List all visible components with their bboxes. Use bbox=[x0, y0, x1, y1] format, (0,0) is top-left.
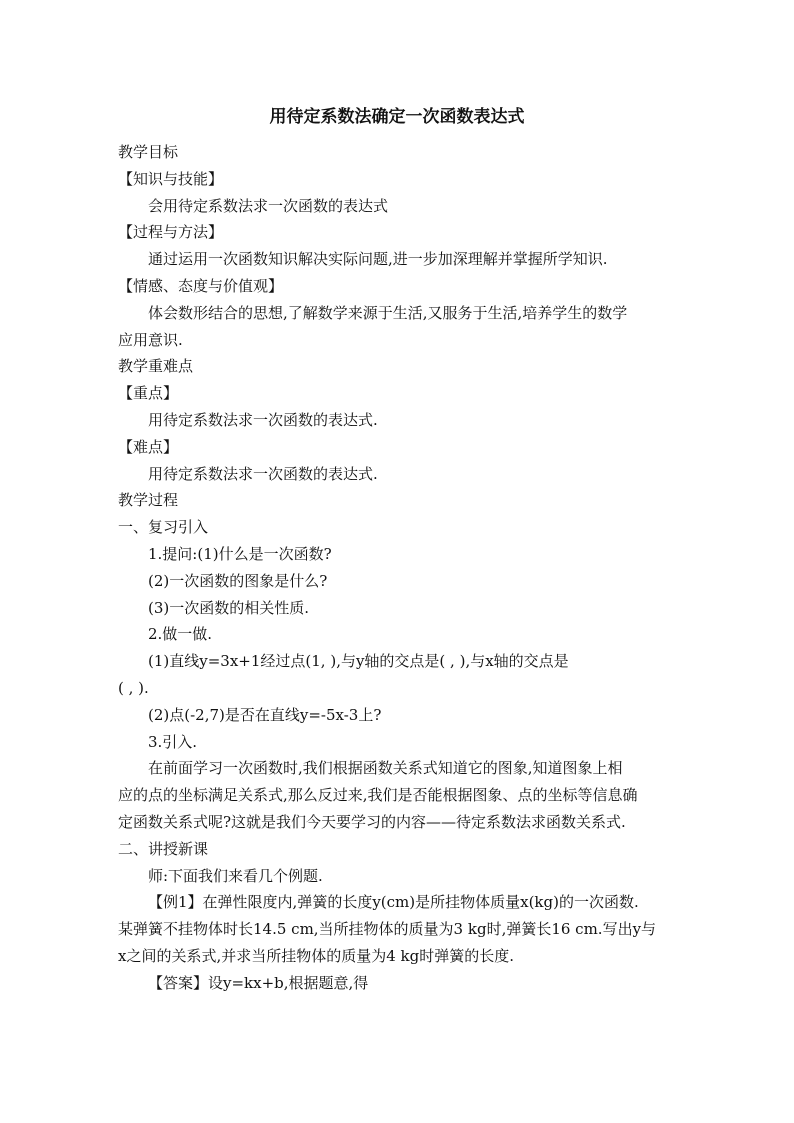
text-line: 2.做一做. bbox=[148, 625, 213, 644]
text-line: 【难点】 bbox=[118, 437, 179, 456]
text-line: (3)一次函数的相关性质. bbox=[148, 598, 310, 617]
text-line: (1)直线y=3x+1经过点(1, ),与y轴的交点是( , ),与x轴的交点是 bbox=[148, 652, 569, 671]
document-title: 用待定系数法确定一次函数表达式 bbox=[269, 107, 525, 127]
text-line: 1.提问:(1)什么是一次函数? bbox=[148, 544, 332, 563]
text-line: 【过程与方法】 bbox=[118, 223, 224, 242]
text-line: 【例1】在弹性限度内,弹簧的长度y(cm)是所挂物体质量x(kg)的一次函数. bbox=[148, 893, 639, 912]
text-line: 【重点】 bbox=[118, 384, 179, 403]
text-line: 教学目标 bbox=[118, 143, 179, 161]
text-line: 会用待定系数法求一次函数的表达式 bbox=[148, 196, 389, 215]
text-line: (2)一次函数的图象是什么? bbox=[148, 571, 328, 590]
text-line: 某弹簧不挂物体时长14.5 cm,当所挂物体的质量为3 kg时,弹簧长16 cm.写出y与 bbox=[118, 920, 657, 939]
text-line: 【答案】设y=kx+b,根据题意,得 bbox=[148, 973, 369, 992]
text-line: 在前面学习一次函数时,我们根据函数关系式知道它的图象,知道图象上相 bbox=[148, 759, 623, 778]
text-line: 教学重难点 bbox=[118, 357, 194, 376]
document-body bbox=[118, 139, 678, 997]
text-line: 体会数形结合的思想,了解数学来源于生活,又服务于生活,培养学生的数学 bbox=[148, 303, 628, 322]
text-line: 教学过程 bbox=[118, 491, 179, 510]
text-line: 二、讲授新课 bbox=[118, 839, 209, 858]
text-line: x之间的关系式,并求当所挂物体的质量为4 kg时弹簧的长度. bbox=[118, 946, 515, 965]
text-line: ( , ). bbox=[118, 678, 149, 697]
text-line: 应的点的坐标满足关系式,那么反过来,我们是否能根据图象、点的坐标等信息确 bbox=[118, 786, 638, 805]
text-line: 3.引入. bbox=[148, 732, 198, 751]
text-line: 师:下面我们来看几个例题. bbox=[148, 866, 323, 885]
text-line: 通过运用一次函数知识解决实际问题,进一步加深理解并掌握所学知识. bbox=[148, 250, 608, 269]
text-line: (2)点(-2,7)是否在直线y=-5x-3上? bbox=[148, 705, 382, 724]
text-line: 应用意识. bbox=[118, 330, 183, 349]
text-line: 定函数关系式呢?这就是我们今天要学习的内容——待定系数法求函数关系式. bbox=[118, 812, 626, 831]
text-line: 用待定系数法求一次函数的表达式. bbox=[148, 410, 378, 429]
text-line: 一、复习引入 bbox=[118, 518, 209, 537]
text-line: 用待定系数法求一次函数的表达式. bbox=[148, 464, 378, 483]
text-line: 【情感、态度与价值观】 bbox=[118, 276, 284, 295]
text-line: 【知识与技能】 bbox=[118, 169, 224, 188]
